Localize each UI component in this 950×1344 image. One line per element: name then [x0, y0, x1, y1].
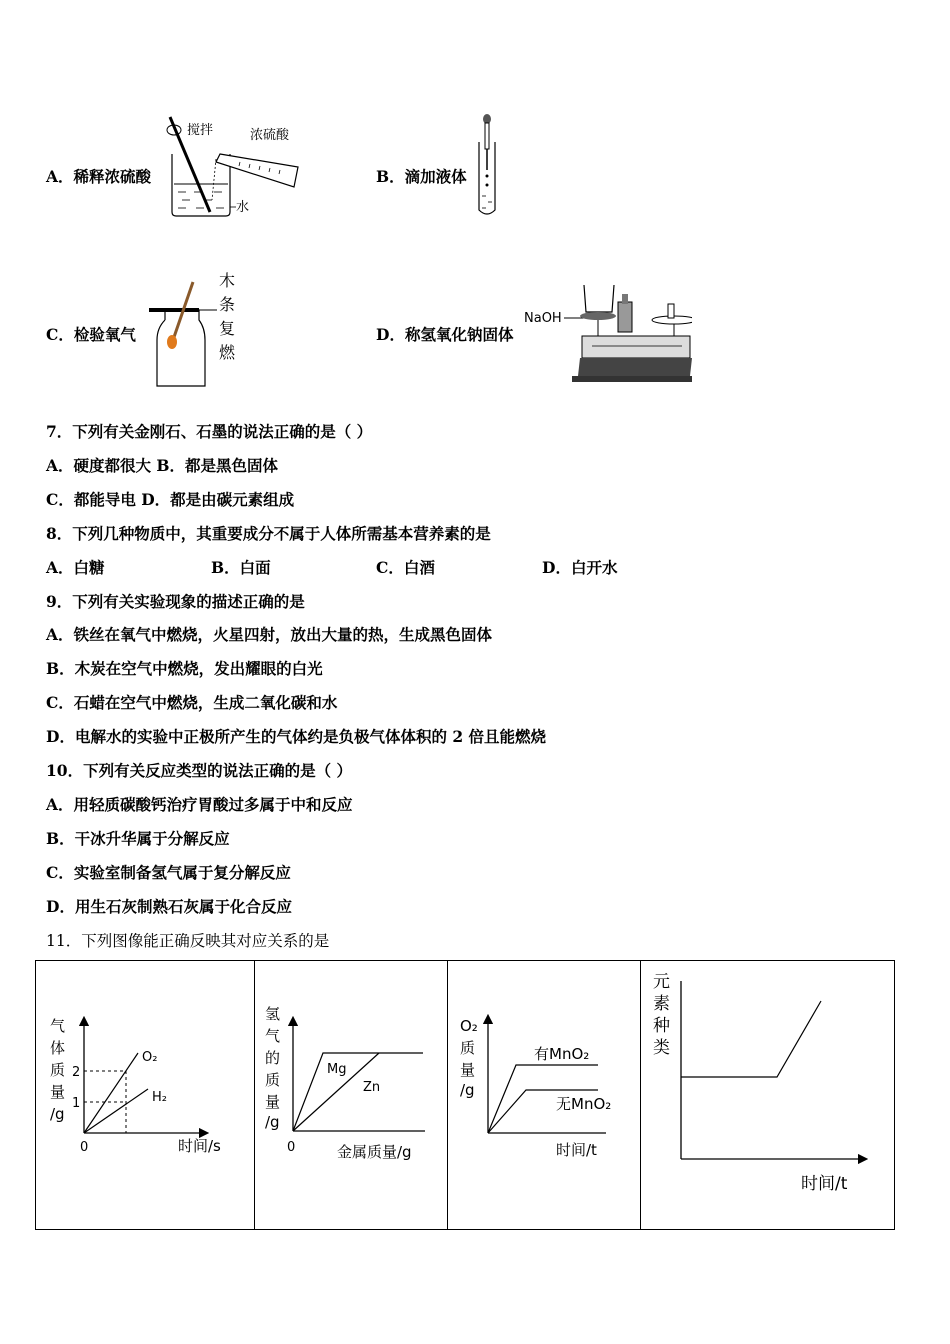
q7-options-ab: A．硬度都很大 B．都是黑色固体 — [46, 456, 279, 475]
stir-label: 搅拌 — [187, 123, 214, 138]
q6-option-c: C．检验氧气 — [46, 325, 136, 344]
chart1-ytick-2: 2 — [72, 1065, 81, 1080]
q10-option-a: A．用轻质碳酸钙治疗胃酸过多属于中和反应 — [46, 795, 353, 814]
q11-graph-table — [35, 960, 895, 1230]
chart1-ylabel-1: 气 — [50, 1017, 66, 1035]
chart3-ylabel-2: 质 — [460, 1039, 476, 1057]
graph-cell-2 — [255, 961, 448, 1229]
chart3-xlabel: 时间/t — [556, 1141, 597, 1159]
graph-cell-1 — [36, 961, 255, 1229]
naoh-label: NaOH — [524, 311, 562, 326]
chart1-ylabel-4: 量 — [50, 1083, 66, 1101]
chart2-origin: 0 — [287, 1140, 296, 1155]
dilute-acid-figure — [160, 112, 310, 222]
q9-option-d: D．电解水的实验中正极所产生的气体约是负极气体体积的 2 倍且能燃烧 — [46, 727, 547, 746]
stick-char-1: 木 — [219, 271, 236, 290]
chart2-ylabel-2: 气 — [265, 1027, 281, 1045]
chart2-ylabel-1: 氢 — [265, 1005, 281, 1023]
oxygen-test-figure — [145, 270, 245, 392]
chart4-ylabel-1: 元 — [653, 972, 670, 992]
q8-option-b: B．白面 — [211, 558, 271, 577]
q9-option-c: C．石蜡在空气中燃烧，生成二氧化碳和水 — [46, 693, 338, 712]
q9-option-b: B．木炭在空气中燃烧，发出耀眼的白光 — [46, 659, 323, 678]
chart4-ylabel-2: 素 — [653, 994, 670, 1014]
q8-option-a: A．白糖 — [46, 558, 105, 577]
stick-char-3: 复 — [219, 319, 236, 338]
q6-option-a: A．稀释浓硫酸 — [46, 167, 152, 186]
dropper-figure — [470, 112, 510, 222]
stick-char-4: 燃 — [219, 343, 236, 362]
chart1-ylabel-2: 体 — [50, 1039, 66, 1057]
chart2-series-mg: Mg — [327, 1062, 347, 1077]
chart3-ylabel-1: O₂ — [460, 1017, 478, 1035]
chart1-ylabel-3: 质 — [50, 1061, 66, 1079]
q8-option-c: C．白酒 — [376, 558, 435, 577]
chart2-xlabel: 金属质量/g — [337, 1143, 412, 1161]
chart1-xlabel: 时间/s — [178, 1137, 221, 1155]
q10-stem: 10．下列有关反应类型的说法正确的是（ ） — [46, 761, 352, 780]
chart1-line-h2 — [84, 1089, 148, 1133]
chart1-line-o2 — [84, 1053, 138, 1133]
gas-mass-chart — [36, 961, 253, 1229]
chart2-series-zn: Zn — [363, 1080, 381, 1095]
chart4-xlabel: 时间/t — [801, 1174, 848, 1194]
q11-stem: 11．下列图像能正确反映其对应关系的是 — [46, 932, 330, 950]
q8-option-d: D．白开水 — [542, 558, 618, 577]
chart3-series-with: 有MnO₂ — [534, 1045, 590, 1063]
chart1-series-h2: H₂ — [152, 1090, 167, 1105]
chart1-ytick-1: 1 — [72, 1096, 81, 1111]
q6-option-d: D．称氢氧化钠固体 — [376, 325, 514, 344]
chart2-ylabel-5: 量 — [265, 1093, 281, 1111]
chart3-series-without: 无MnO₂ — [556, 1095, 612, 1113]
q10-option-d: D．用生石灰制熟石灰属于化合反应 — [46, 897, 292, 916]
element-types-chart — [641, 961, 892, 1229]
stick-char-2: 条 — [219, 295, 236, 314]
q10-option-c: C．实验室制备氢气属于复分解反应 — [46, 863, 291, 882]
chart2-ylabel-3: 的 — [265, 1049, 281, 1067]
chart4-ylabel-4: 类 — [653, 1038, 670, 1058]
chart4-line — [681, 1001, 821, 1077]
chart4-ylabel-3: 种 — [653, 1016, 670, 1036]
hydrogen-mass-chart — [255, 961, 446, 1229]
q9-stem: 9．下列有关实验现象的描述正确的是 — [46, 592, 305, 611]
water-label: 水 — [236, 200, 250, 215]
chart2-ylabel-4: 质 — [265, 1071, 281, 1089]
chart1-ylabel-5: /g — [50, 1105, 65, 1123]
q7-options-cd: C．都能导电 D．都是由碳元素组成 — [46, 490, 295, 509]
graph-cell-4 — [641, 961, 894, 1229]
q6-option-b: B．滴加液体 — [376, 167, 467, 186]
chart2-line-mg — [293, 1053, 423, 1131]
balance-figure — [522, 280, 692, 390]
chart1-series-o2: O₂ — [142, 1050, 158, 1065]
q8-stem: 8．下列几种物质中，其重要成分不属于人体所需基本营养素的是 — [46, 524, 491, 543]
chart3-ylabel-4: /g — [460, 1081, 475, 1099]
q7-stem: 7．下列有关金刚石、石墨的说法正确的是（ ） — [46, 422, 373, 441]
q10-option-b: B．干冰升华属于分解反应 — [46, 829, 230, 848]
oxygen-mass-chart — [448, 961, 639, 1229]
chart1-origin: 0 — [80, 1140, 89, 1155]
chart3-ylabel-3: 量 — [460, 1061, 476, 1079]
acid-label: 浓硫酸 — [250, 128, 290, 143]
graph-cell-3 — [448, 961, 641, 1229]
chart2-ylabel-6: /g — [265, 1113, 280, 1131]
q9-option-a: A．铁丝在氧气中燃烧，火星四射，放出大量的热，生成黑色固体 — [46, 625, 493, 644]
